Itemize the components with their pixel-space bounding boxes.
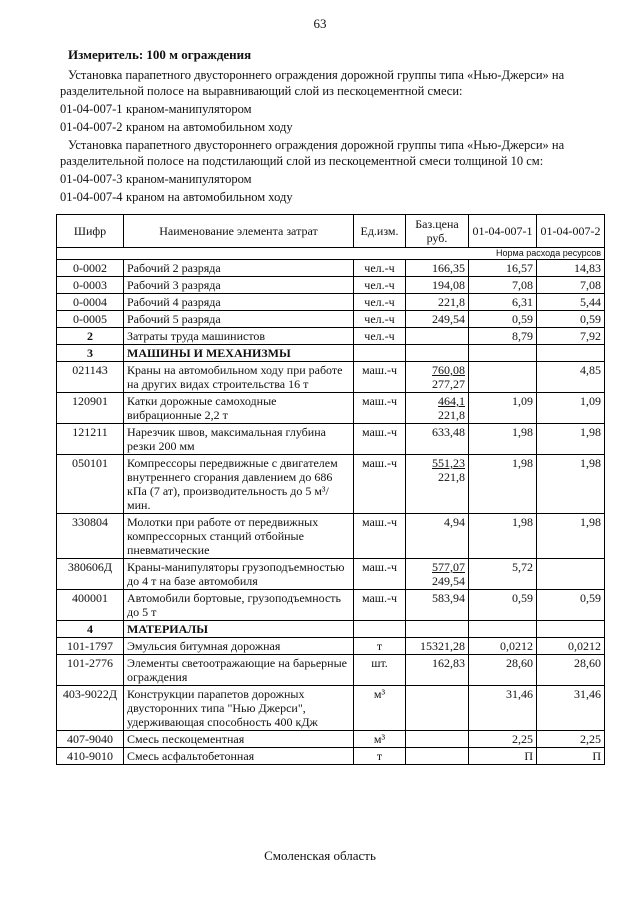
cell-unit: т (354, 748, 406, 765)
cell-price (406, 559, 469, 590)
cell-unit: т (354, 638, 406, 655)
cell-v2: 14,83 (537, 260, 605, 277)
cell-unit: маш.-ч (354, 393, 406, 424)
intro1-line1: Установка парапетного двустороннего ограждения дорожной группы типа «Нью-Джерси» на (68, 68, 565, 82)
item-text: краном-манипулятором (126, 102, 252, 116)
price-bottom: 249,54 (432, 574, 465, 588)
cell-unit (354, 345, 406, 362)
item-text: краном-манипулятором (126, 172, 252, 186)
cell-code: 0-0005 (57, 311, 124, 328)
table-row (57, 559, 605, 590)
cell-unit: маш.-ч (354, 590, 406, 621)
cell-v2 (537, 559, 605, 590)
cell-code: 400001 (57, 590, 124, 621)
intro1-line2: разделительной полосе на выравнивающий слой из пескоцементной смеси: (60, 84, 463, 98)
header-unit: Ед.изм. (354, 215, 406, 248)
cell-v2: 31,46 (537, 686, 605, 731)
item-code: 01-04-007-3 (60, 172, 123, 186)
cell-v2: 1,98 (537, 424, 605, 455)
item-text: краном на автомобильном ходу (126, 120, 293, 134)
cell-v2: 1,09 (537, 393, 605, 424)
cell-price (406, 328, 469, 345)
header-name: Наименование элемента затрат (124, 215, 354, 248)
cell-unit: маш.-ч (354, 514, 406, 559)
cell-v1: 1,98 (469, 455, 537, 514)
price-bottom: 221,8 (438, 470, 465, 484)
cell-name: Краны на автомобильном ходу при работе на других видах строительства 16 т (124, 362, 354, 393)
cell-price (406, 621, 469, 638)
cell-v1 (469, 345, 537, 362)
cell-unit: маш.-ч (354, 362, 406, 393)
table-row (57, 590, 605, 621)
cell-code: 4 (57, 621, 124, 638)
cell-v1: 0,0212 (469, 638, 537, 655)
cell-v2: 2,25 (537, 731, 605, 748)
cell-name: Молотки при работе от передвижных компрессорных станций отбойные пневматические (124, 514, 354, 559)
cell-unit: м³ (354, 686, 406, 731)
cell-unit: чел.-ч (354, 294, 406, 311)
table-row (57, 455, 605, 514)
cell-name: Краны-манипуляторы грузоподъемностью до 4 т на базе автомобиля (124, 559, 354, 590)
cell-name: МАТЕРИАЛЫ (124, 621, 354, 638)
cell-v2: 4,85 (537, 362, 605, 393)
cell-v1 (469, 621, 537, 638)
item-line (60, 102, 252, 117)
cell-v2: П (537, 748, 605, 765)
cell-v1: 1,98 (469, 424, 537, 455)
cell-v2: 0,59 (537, 590, 605, 621)
cell-v1: 7,08 (469, 277, 537, 294)
cell-name: Рабочий 4 разряда (124, 294, 354, 311)
cell-price (406, 362, 469, 393)
intro2-line1: Установка парапетного двустороннего ограждения дорожной группы типа «Нью-Джерси» на (68, 138, 565, 152)
header-col2: 01-04-007-2 (537, 215, 605, 248)
item-code: 01-04-007-1 (60, 102, 123, 116)
footer-region: Смоленская область (264, 848, 376, 863)
price-top: 577,07 (432, 560, 465, 574)
section-row-4 (57, 621, 605, 638)
price-top: 551,23 (432, 456, 465, 470)
cell-price (406, 686, 469, 731)
cell-v2: 1,98 (537, 455, 605, 514)
table-row (57, 294, 605, 311)
cell-price: 194,08 (406, 277, 469, 294)
cell-price (406, 731, 469, 748)
cell-unit (354, 621, 406, 638)
cell-price: 4,94 (406, 514, 469, 559)
cell-unit: шт. (354, 655, 406, 686)
table-row (57, 638, 605, 655)
cell-code: 403-9022Д (57, 686, 124, 731)
header-col1: 01-04-007-1 (469, 215, 537, 248)
header-price (406, 215, 469, 248)
cell-name: Рабочий 3 разряда (124, 277, 354, 294)
cell-code: 0-0003 (57, 277, 124, 294)
header-code: Шифр (57, 215, 124, 248)
cell-v1: 5,72 (469, 559, 537, 590)
price-top: 464,1 (438, 394, 465, 408)
cell-v1: 16,57 (469, 260, 537, 277)
cell-name: Конструкции парапетов дорожных двусторонних типа "Нью Джерси", удерживающая способность 400 кДж (124, 686, 354, 731)
cell-v1: 0,59 (469, 311, 537, 328)
item-text: краном на автомобильном ходу (126, 190, 293, 204)
table-row (57, 362, 605, 393)
section-row-2 (57, 328, 605, 345)
page-number: 63 (313, 16, 327, 31)
cell-price (406, 393, 469, 424)
cell-name: Затраты труда машинистов (124, 328, 354, 345)
cell-v2: 28,60 (537, 655, 605, 686)
cell-price: 583,94 (406, 590, 469, 621)
cell-price: 221,8 (406, 294, 469, 311)
cell-unit: чел.-ч (354, 277, 406, 294)
cell-code: 407-9040 (57, 731, 124, 748)
table-header-row (57, 215, 605, 248)
resources-table (56, 214, 605, 765)
item-code: 01-04-007-4 (60, 190, 123, 204)
cell-code: 380606Д (57, 559, 124, 590)
cell-v2: 1,98 (537, 514, 605, 559)
cell-price: 15321,28 (406, 638, 469, 655)
cell-v1: 28,60 (469, 655, 537, 686)
price-bottom: 221,8 (438, 408, 465, 422)
cell-v1: 0,59 (469, 590, 537, 621)
cell-price: 249,54 (406, 311, 469, 328)
cell-v2: 7,08 (537, 277, 605, 294)
cell-name: Смесь асфальтобетонная (124, 748, 354, 765)
cell-name: Нарезчик швов, максимальная глубина резки 200 мм (124, 424, 354, 455)
cell-name: Катки дорожные самоходные вибрационные 2,2 т (124, 393, 354, 424)
cell-name: Автомобили бортовые, грузоподъемность до 5 т (124, 590, 354, 621)
cell-v1: 1,09 (469, 393, 537, 424)
norm-label: Норма расхода ресурсов (57, 248, 605, 260)
meter-heading: Измеритель: 100 м ограждения (68, 47, 252, 62)
table-row (57, 514, 605, 559)
table-row (57, 393, 605, 424)
table-row (57, 655, 605, 686)
cell-name: Элементы светоотражающие на барьерные ограждения (124, 655, 354, 686)
item-line (60, 172, 252, 187)
cell-v2: 0,0212 (537, 638, 605, 655)
cell-v1: 6,31 (469, 294, 537, 311)
intro2-line2: разделительной полосе на подстилающий слой из пескоцементной смеси толщиной 10 см: (60, 154, 544, 168)
section-row-3 (57, 345, 605, 362)
header-price-line1: Баз.цена (415, 217, 459, 231)
cell-name: Рабочий 5 разряда (124, 311, 354, 328)
cell-price (406, 455, 469, 514)
cell-name: Компрессоры передвижные с двигателем внутреннего сгорания давлением до 686 кПа (7 ат), производительность до 5 м³/мин. (124, 455, 354, 514)
cell-v2 (537, 345, 605, 362)
cell-name: Рабочий 2 разряда (124, 260, 354, 277)
cell-code: 0-0002 (57, 260, 124, 277)
cell-unit: чел.-ч (354, 311, 406, 328)
cell-unit: маш.-ч (354, 424, 406, 455)
cell-v1: 1,98 (469, 514, 537, 559)
price-bottom: 277,27 (432, 377, 465, 391)
table-row (57, 277, 605, 294)
cell-code: 121211 (57, 424, 124, 455)
cell-code: 021143 (57, 362, 124, 393)
cell-price: 162,83 (406, 655, 469, 686)
cell-name: МАШИНЫ И МЕХАНИЗМЫ (124, 345, 354, 362)
item-code: 01-04-007-2 (60, 120, 123, 134)
cell-price (406, 748, 469, 765)
cell-code: 330804 (57, 514, 124, 559)
table-row (57, 731, 605, 748)
item-line (60, 120, 293, 135)
cell-unit: чел.-ч (354, 260, 406, 277)
cell-price: 633,48 (406, 424, 469, 455)
cell-code: 050101 (57, 455, 124, 514)
table-row (57, 260, 605, 277)
cell-v2: 0,59 (537, 311, 605, 328)
cell-price: 166,35 (406, 260, 469, 277)
cell-v1 (469, 362, 537, 393)
table-row (57, 424, 605, 455)
cell-unit: маш.-ч (354, 455, 406, 514)
cell-name: Эмульсия битумная дорожная (124, 638, 354, 655)
table-row (57, 686, 605, 731)
cell-v2 (537, 621, 605, 638)
cell-code: 2 (57, 328, 124, 345)
cell-code: 120901 (57, 393, 124, 424)
price-top: 760,08 (432, 363, 465, 377)
cell-code: 101-1797 (57, 638, 124, 655)
cell-v1: 31,46 (469, 686, 537, 731)
item-line (60, 190, 293, 205)
table-row (57, 748, 605, 765)
cell-unit: маш.-ч (354, 559, 406, 590)
cell-code: 0-0004 (57, 294, 124, 311)
cell-v1: 8,79 (469, 328, 537, 345)
cell-v2: 7,92 (537, 328, 605, 345)
cell-v2: 5,44 (537, 294, 605, 311)
cell-code: 410-9010 (57, 748, 124, 765)
cell-name: Смесь пескоцементная (124, 731, 354, 748)
header-price-line2: руб. (426, 231, 448, 245)
cell-v1: П (469, 748, 537, 765)
cell-v1: 2,25 (469, 731, 537, 748)
cell-unit: м³ (354, 731, 406, 748)
cell-code: 101-2776 (57, 655, 124, 686)
table-row (57, 311, 605, 328)
cell-price (406, 345, 469, 362)
cell-code: 3 (57, 345, 124, 362)
cell-unit: чел.-ч (354, 328, 406, 345)
norm-row (57, 248, 605, 260)
